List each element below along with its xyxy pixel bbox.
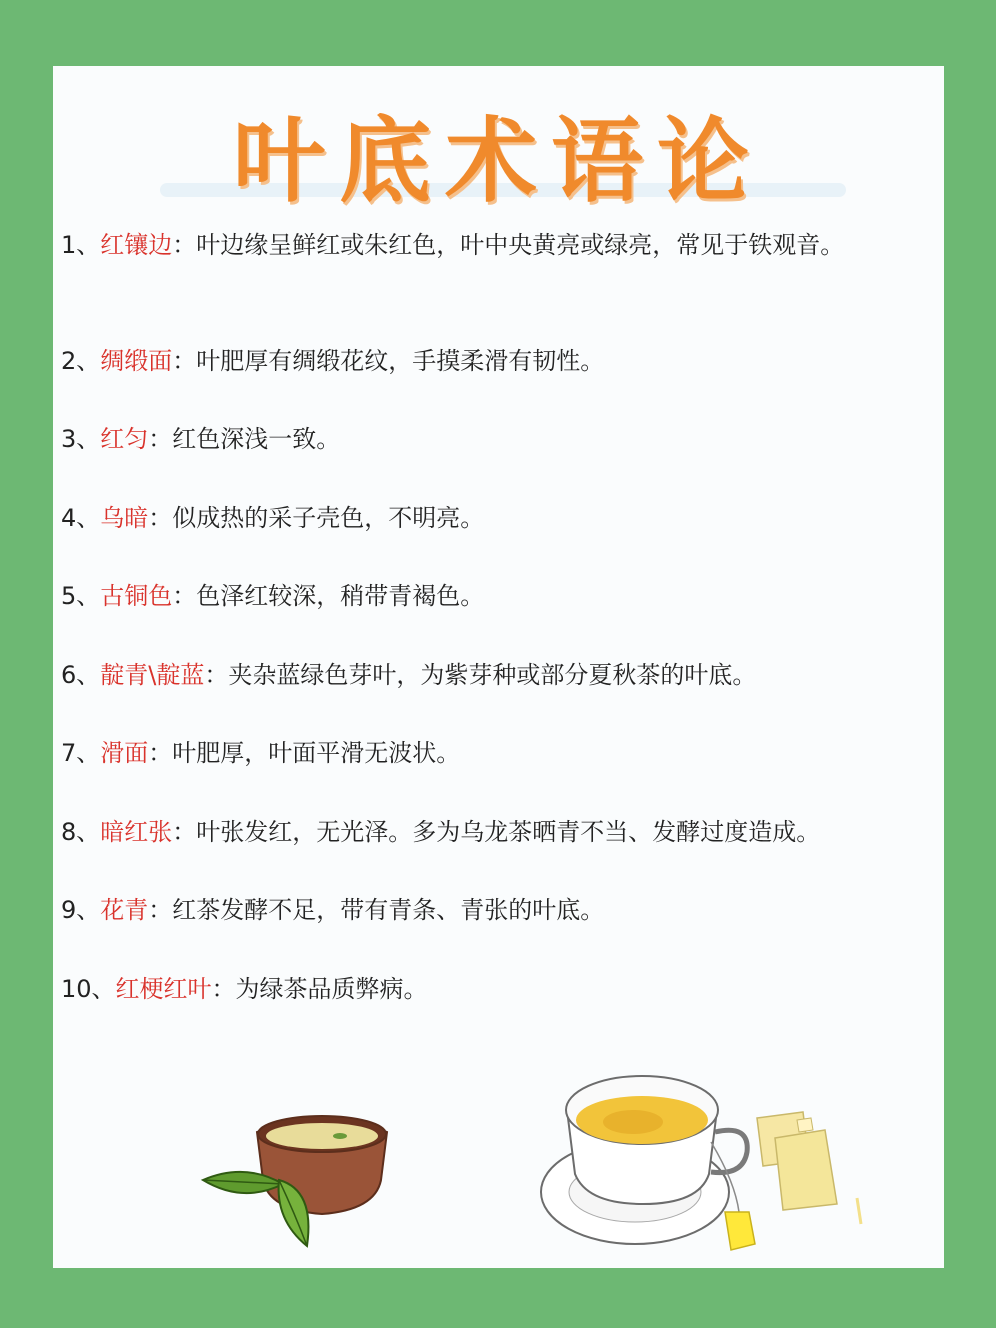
list-item bbox=[61, 890, 921, 930]
list-item bbox=[61, 812, 921, 852]
list-item bbox=[61, 576, 921, 616]
item-description: ：叶张发红，无光泽。多为乌龙茶晒青不当、发酵过度造成。 bbox=[172, 818, 821, 846]
item-term: 花青 bbox=[100, 896, 149, 924]
list-item bbox=[61, 341, 921, 381]
item-number: 4、 bbox=[61, 504, 101, 532]
item-term: 红梗红叶 bbox=[115, 975, 212, 1003]
item-number: 6、 bbox=[61, 661, 101, 689]
list-item bbox=[61, 419, 921, 459]
item-description: ：色泽红较深，稍带青褐色。 bbox=[172, 582, 485, 610]
item-term: 红匀 bbox=[100, 425, 149, 453]
tea-bowl-illustration bbox=[195, 1110, 415, 1260]
item-description: ：红色深浅一致。 bbox=[148, 425, 341, 453]
item-number: 7、 bbox=[61, 739, 101, 767]
item-term: 绸缎面 bbox=[100, 347, 173, 375]
item-description: ：似成热的采子壳色，不明亮。 bbox=[148, 504, 485, 532]
item-term: 古铜色 bbox=[100, 582, 173, 610]
item-number: 10、 bbox=[61, 975, 116, 1003]
item-number: 8、 bbox=[61, 818, 101, 846]
list-item bbox=[61, 969, 921, 1009]
item-term: 滑面 bbox=[100, 739, 149, 767]
item-number: 1、 bbox=[61, 231, 101, 259]
list-item bbox=[61, 225, 921, 265]
list-item bbox=[61, 733, 921, 773]
item-term: 乌暗 bbox=[100, 504, 149, 532]
item-description: ：红茶发酵不足，带有青条、青张的叶底。 bbox=[148, 896, 605, 924]
item-number: 5、 bbox=[61, 582, 101, 610]
item-number: 9、 bbox=[61, 896, 101, 924]
item-description: ：叶肥厚有绸缎花纹，手摸柔滑有韧性。 bbox=[172, 347, 605, 375]
teacup-illustration bbox=[535, 1072, 875, 1258]
item-term: 靛青\靛蓝 bbox=[100, 661, 205, 689]
item-description: ：叶肥厚，叶面平滑无波状。 bbox=[148, 739, 461, 767]
list-item bbox=[61, 655, 921, 695]
page-title: 叶底术语论 bbox=[232, 107, 763, 215]
item-term: 红镶边 bbox=[100, 231, 173, 259]
item-description: ：夹杂蓝绿色芽叶，为紫芽种或部分夏秋茶的叶底。 bbox=[204, 661, 757, 689]
item-description: ：叶边缘呈鲜红或朱红色，叶中央黄亮或绿亮，常见于铁观音。 bbox=[172, 231, 845, 259]
item-number: 3、 bbox=[61, 425, 101, 453]
list-item bbox=[61, 498, 921, 538]
item-description: ：为绿茶品质弊病。 bbox=[211, 975, 428, 1003]
item-number: 2、 bbox=[61, 347, 101, 375]
item-term: 暗红张 bbox=[100, 818, 173, 846]
